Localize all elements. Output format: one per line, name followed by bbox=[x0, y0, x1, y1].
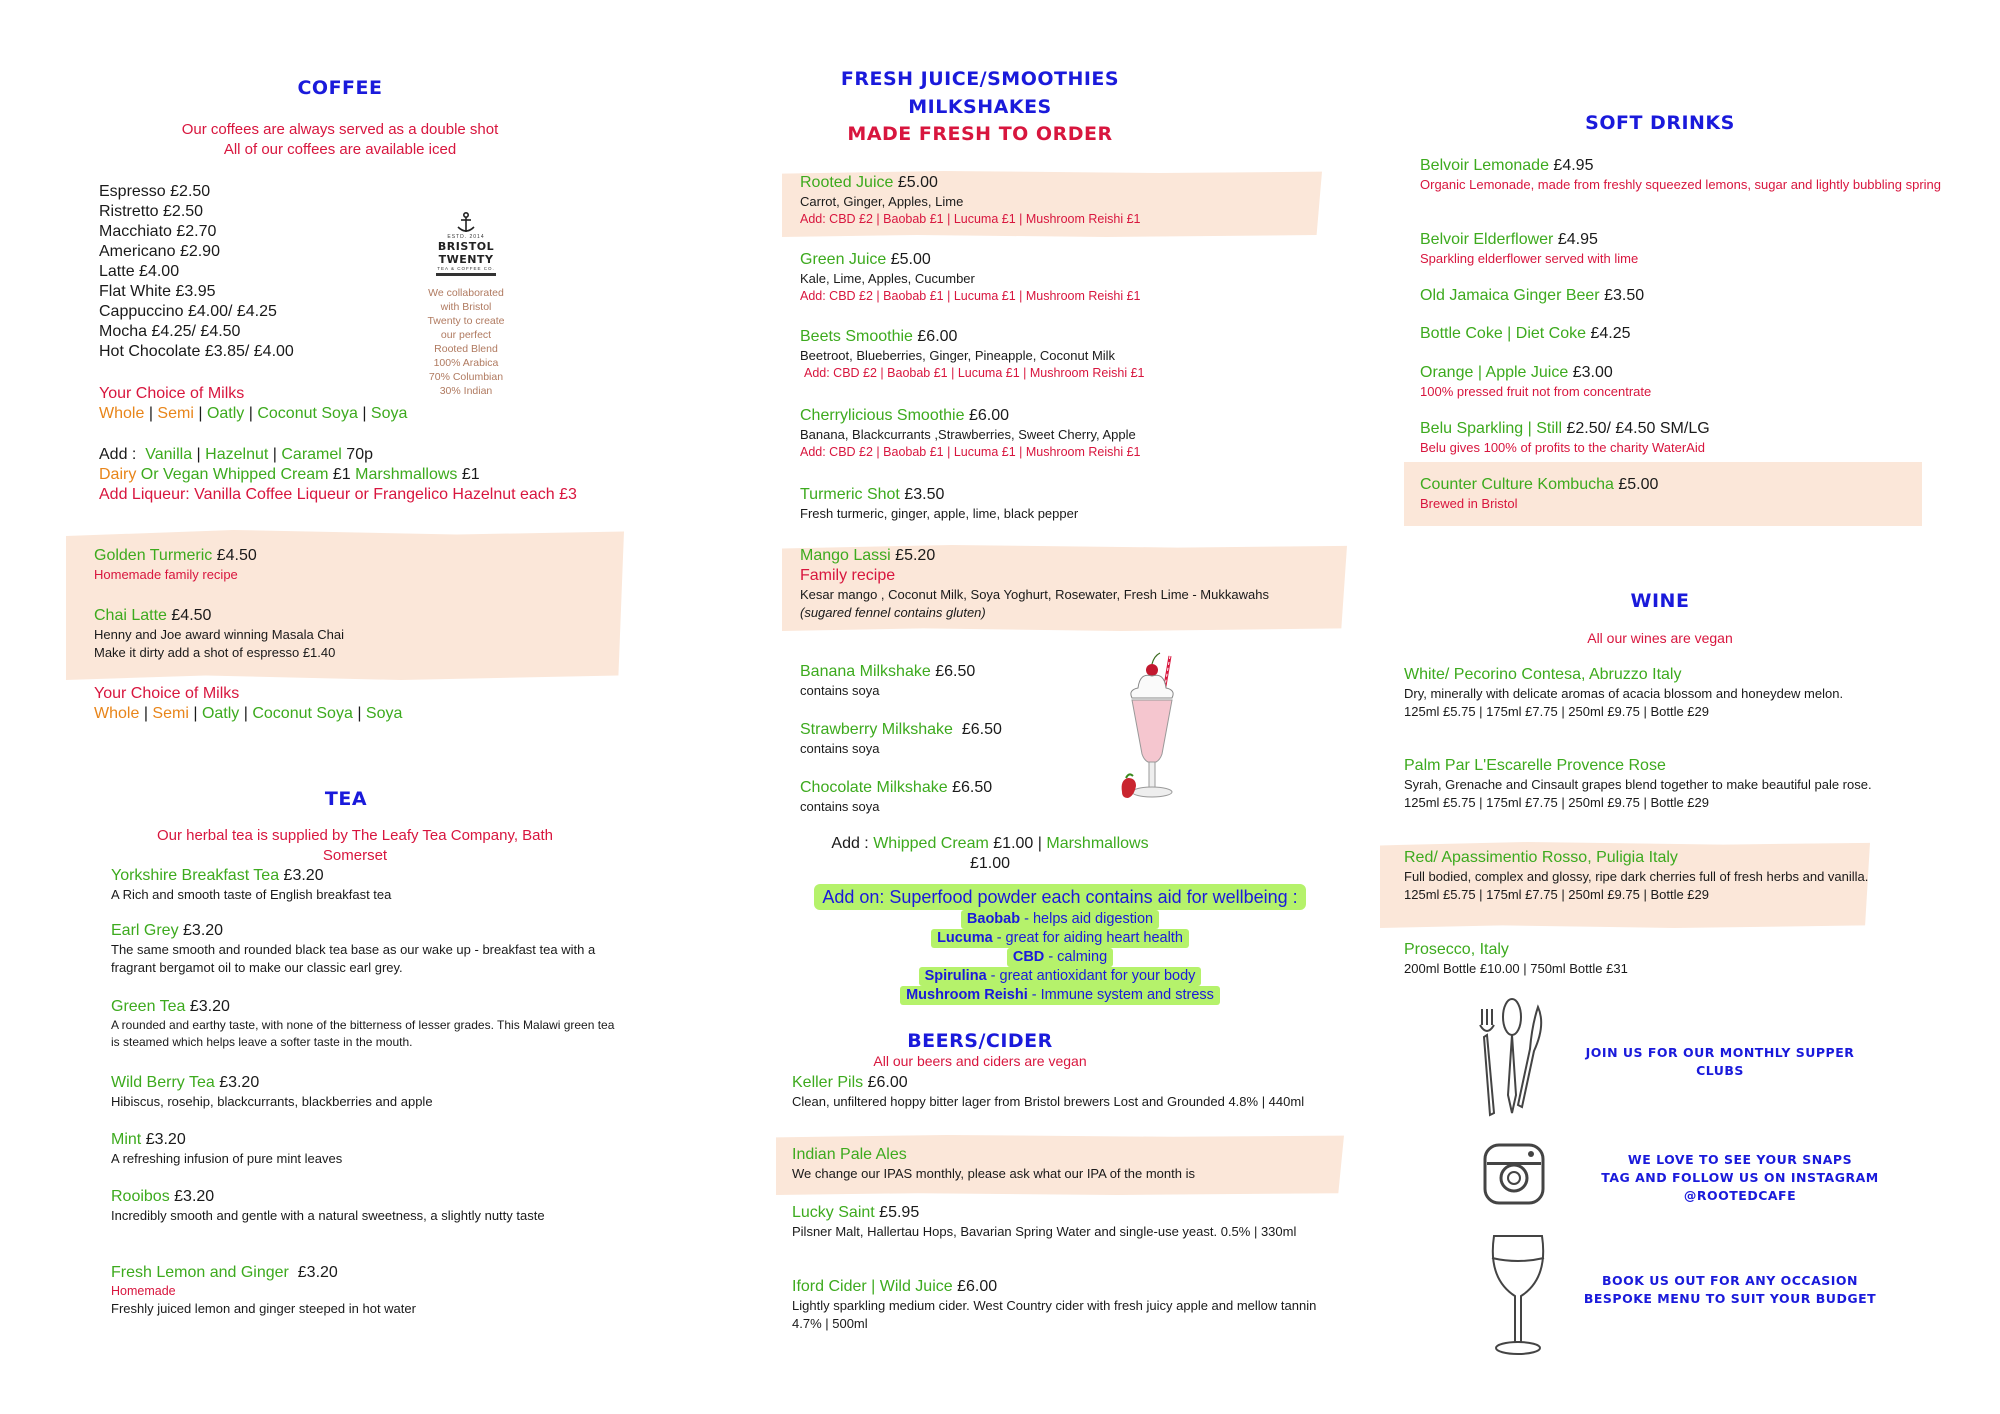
soft-ginger-beer: Old Jamaica Ginger Beer £3.50 bbox=[1420, 287, 1645, 304]
coffee-list bbox=[99, 182, 399, 362]
bristol-twenty-logo bbox=[410, 212, 522, 276]
instagram-text: WE LOVE TO SEE YOUR SNAPS TAG AND FOLLOW US ON INSTAGRAM @ROOTEDCAFE bbox=[1601, 1152, 1879, 1203]
beers-intro: All our beers and ciders are vegan bbox=[873, 1053, 1087, 1069]
soft-orange-apple: Orange | Apple Juice £3.00 100% pressed fruit not from concentrate bbox=[1420, 364, 1652, 399]
soft-belvoir-elderflower: Belvoir Elderflower £4.95 Sparkling elderflower served with lime bbox=[1420, 231, 1639, 266]
tea-item-earl-grey: Earl Grey £3.20 The same smooth and rounded black tea base as our wake up - breakfast tea with a fragrant bergamot oil to make our classic earl grey. bbox=[111, 922, 596, 975]
coffee-item: Hot Chocolate £3.85/ £4.00 bbox=[99, 343, 294, 360]
add-syrups: Add : Vanilla | Hazelnut | Caramel 70p bbox=[99, 446, 373, 463]
beer-ipa: Indian Pale Ales We change our IPAS monthly, please ask what our IPA of the month is bbox=[792, 1146, 1195, 1181]
coffee-item: Ristretto £2.50 bbox=[99, 203, 204, 220]
cutlery-icon bbox=[1472, 995, 1552, 1123]
juice-section bbox=[760, 0, 1360, 1414]
coffee-item: Espresso £2.50 bbox=[99, 183, 211, 200]
wine-rose: Palm Par L'Escarelle Provence Rose Syrah, Grenache and Cinsault grapes blend together to make beautiful pale rose. 125ml £5.75 | 175ml £7.75 | 250ml £9.75 | Bottle £29 bbox=[1404, 757, 1872, 810]
anchor-icon bbox=[410, 212, 522, 234]
wine-prosecco: Prosecco, Italy 200ml Bottle £10.00 | 750ml Bottle £31 bbox=[1404, 941, 1628, 976]
beer-lucky-saint: Lucky Saint £5.95 Pilsner Malt, Hallertau Hops, Bavarian Spring Water and single-use yeast. 0.5% | 330ml bbox=[792, 1204, 1297, 1239]
coffee-title: COFFEE bbox=[297, 77, 383, 99]
juice-title-3: MADE FRESH TO ORDER bbox=[847, 123, 1113, 145]
tea-intro-2: Somerset bbox=[322, 847, 388, 864]
milks-options: Whole | Semi | Oatly | Coconut Soya | Soya bbox=[99, 405, 408, 422]
soft-drinks-section bbox=[1390, 0, 1950, 1414]
juice-item-mango-lassi: Mango Lassi £5.20 Family recipe Kesar mango , Coconut Milk, Soya Yoghurt, Rosewater, Fresh Lime - Mukkawahs (sugared fennel contains gluten) bbox=[800, 547, 1269, 620]
juice-title-2: MILKSHAKES bbox=[908, 96, 1052, 118]
wine-red: Red/ Apassimentio Rosso, Puligia Italy Full bodied, complex and glossy, ripe dark cherries full of fresh herbs and vanilla. 125ml £5.75 | 175ml £7.75 | 250ml £9.75 | Bottle £29 bbox=[1404, 849, 1869, 902]
tea-item-mint: Mint £3.20 A refreshing infusion of pure mint leaves bbox=[111, 1131, 343, 1166]
coffee-item: Flat White £3.95 bbox=[99, 283, 216, 300]
coffee-section bbox=[0, 0, 660, 1414]
tea-item-lemon-ginger: Fresh Lemon and Ginger £3.20 Homemade Freshly juiced lemon and ginger steeped in hot water bbox=[111, 1264, 416, 1316]
coffee-item: Macchiato £2.70 bbox=[99, 223, 217, 240]
beers-title: BEERS/CIDER bbox=[907, 1030, 1053, 1052]
coffee-item: Cappuccino £4.00/ £4.25 bbox=[99, 303, 277, 320]
milks-options-2: Whole | Semi | Oatly | Coconut Soya | Soya bbox=[94, 705, 403, 722]
soft-belvoir-lemonade: Belvoir Lemonade £4.95 Organic Lemonade, made from freshly squeezed lemons, sugar and lightly bubbling spring bbox=[1420, 157, 1942, 192]
tea-item-green: Green Tea £3.20 A rounded and earthy taste, with none of the bitterness of lesser grades. This Malawi green tea is steamed which helps leave a softer taste in the mouth. bbox=[111, 998, 615, 1049]
coffee-item: Latte £4.00 bbox=[99, 263, 180, 280]
wine-glass-icon bbox=[1486, 1232, 1550, 1358]
chai-latte: Chai Latte £4.50 Henny and Joe award winning Masala Chai Make it dirty add a shot of espresso £1.40 bbox=[94, 607, 345, 660]
soft-belu: Belu Sparkling | Still £2.50/ £4.50 SM/LG Belu gives 100% of profits to the charity WaterAid bbox=[1420, 420, 1710, 455]
juice-title-1: FRESH JUICE/SMOOTHIES bbox=[840, 68, 1120, 90]
juice-item-turmeric-shot: Turmeric Shot £3.50 Fresh turmeric, ginger, apple, lime, black pepper bbox=[800, 486, 1079, 521]
soft-kombucha: Counter Culture Kombucha £5.00 Brewed in Bristol bbox=[1420, 476, 1659, 511]
logo-estd: ESTD. 2014 bbox=[447, 234, 485, 240]
wine-white: White/ Pecorino Contesa, Abruzzo Italy Dry, minerally with delicate aromas of acacia blossom and honeydew melon. 125ml £5.75 | 175ml £7.75 | 250ml £9.75 | Bottle £29 bbox=[1404, 666, 1844, 719]
logo-name: BRISTOL TWENTY bbox=[437, 240, 495, 266]
golden-turmeric: Golden Turmeric £4.50 Homemade family recipe bbox=[94, 547, 257, 582]
shake-chocolate: Chocolate Milkshake £6.50 contains soya bbox=[800, 779, 993, 814]
tea-title: TEA bbox=[324, 788, 368, 810]
logo-underline bbox=[436, 273, 496, 276]
tea-intro-1: Our herbal tea is supplied by The Leafy Tea Company, Bath bbox=[156, 827, 554, 844]
superfood-title: Add on: Superfood powder each contains aid for wellbeing : bbox=[814, 884, 1305, 910]
booking-text: BOOK US OUT FOR ANY OCCASION BESPOKE MENU TO SUIT YOUR BUDGET bbox=[1583, 1273, 1877, 1306]
wine-intro: All our wines are vegan bbox=[1587, 630, 1733, 646]
instagram-icon bbox=[1482, 1142, 1546, 1206]
tea-item-wild-berry: Wild Berry Tea £3.20 Hibiscus, rosehip, blackcurrants, blackberries and apple bbox=[111, 1074, 433, 1109]
soft-coke: Bottle Coke | Diet Coke £4.25 bbox=[1420, 325, 1631, 342]
milkshake-glass-icon bbox=[1120, 650, 1200, 808]
milks-label: Your Choice of Milks bbox=[99, 385, 245, 402]
coffee-item: Americano £2.90 bbox=[99, 243, 220, 260]
add-liqueur: Add Liqueur: Vanilla Coffee Liqueur or Frangelico Hazelnut each £3 bbox=[99, 486, 577, 503]
beer-iford-cider: Iford Cider | Wild Juice £6.00 Lightly sparkling medium cider. West Country cider with fresh juicy apple and mellow tannin 4.7% | 500ml bbox=[792, 1278, 1317, 1331]
juice-item-green: Green Juice £5.00 Kale, Lime, Apples, Cucumber Add: CBD £2 | Baobab £1 | Lucuma £1 | Mushroom Reishi £1 bbox=[800, 251, 1141, 303]
tea-item-rooibos: Rooibos £3.20 Incredibly smooth and gentle with a natural sweetness, a slightly nutty taste bbox=[111, 1188, 545, 1223]
bristol-collab-text: We collaborated with Bristol Twenty to create our perfect Rooted Blend 100% Arabica 70% Columbian 30% Indian bbox=[427, 287, 505, 397]
juice-item-beets: Beets Smoothie £6.00 Beetroot, Blueberries, Ginger, Pineapple, Coconut Milk Add: CBD £2 | Baobab £1 | Lucuma £1 | Mushroom Reishi £1 bbox=[800, 328, 1145, 380]
coffee-intro-1: Our coffees are always served as a double shot bbox=[181, 121, 499, 138]
milks-label-2: Your Choice of Milks bbox=[94, 685, 240, 702]
wine-title: WINE bbox=[1630, 590, 1690, 612]
tea-item-yorkshire: Yorkshire Breakfast Tea £3.20 A Rich and smooth taste of English breakfast tea bbox=[111, 867, 392, 902]
shake-add-ons: Add : Whipped Cream £1.00 | Marshmallows £1.00 bbox=[831, 835, 1149, 872]
beer-keller-pils: Keller Pils £6.00 Clean, unfiltered hoppy bitter lager from Bristol brewers Lost and Grounded 4.8% | 440ml bbox=[792, 1074, 1305, 1109]
superfood-list: Baobab - helps aid digestion Lucuma - great for aiding heart health CBD - calming Spirulina - great antioxidant for your body Mushroom Reishi - Immune system and stress bbox=[780, 910, 1340, 1005]
coffee-item: Mocha £4.25/ £4.50 bbox=[99, 323, 241, 340]
logo-sub: TEA & COFFEE CO. bbox=[437, 266, 495, 271]
shake-banana: Banana Milkshake £6.50 contains soya bbox=[800, 663, 976, 698]
shake-strawberry: Strawberry Milkshake £6.50 contains soya bbox=[800, 721, 1002, 756]
coffee-intro-2: All of our coffees are available iced bbox=[223, 141, 457, 158]
superfood-panel bbox=[780, 884, 1340, 1005]
add-cream: Dairy Or Vegan Whipped Cream £1 Marshmallows £1 bbox=[99, 466, 480, 483]
juice-item-cherrylicious: Cherrylicious Smoothie £6.00 Banana, Blackcurrants ,Strawberries, Sweet Cherry, Apple Add: CBD £2 | Baobab £1 | Lucuma £1 | Mushroom Reishi £1 bbox=[800, 407, 1141, 459]
supper-club-text: JOIN US FOR OUR MONTHLY SUPPER CLUBS bbox=[1585, 1045, 1855, 1078]
soft-drinks-title: SOFT DRINKS bbox=[1585, 112, 1735, 134]
juice-item-rooted: Rooted Juice £5.00 Carrot, Ginger, Apples, Lime Add: CBD £2 | Baobab £1 | Lucuma £1 | Mushroom Reishi £1 bbox=[800, 174, 1141, 226]
